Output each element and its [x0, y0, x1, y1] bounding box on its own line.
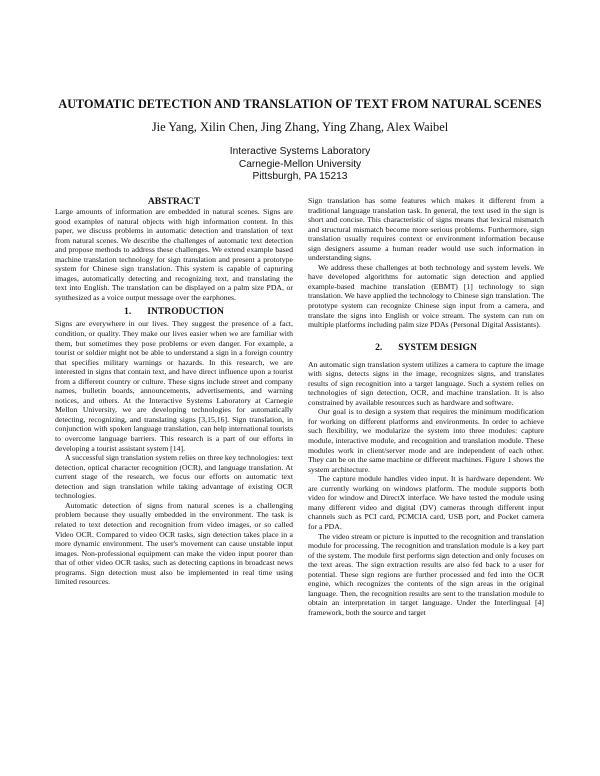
- paragraph: Sign translation has some features which makes it different from a traditional language translation task. In general, the text used in the sign is short and concise. This characteristic of signs means that lexical mismatch and structural mismatch become more serious problems. Furthermore, sign translation usually requires context or environment information because sign designers assume a human reader would use such information in understanding signs.: [308, 196, 544, 263]
- affiliation-location: Pittsburgh, PA 15213: [252, 171, 348, 182]
- right-column: [308, 196, 544, 617]
- section-title: SYSTEM DESIGN: [398, 341, 477, 353]
- paragraph: The capture module handles video input. It is hardware dependent. We are currently working on windows platform. The module supports both video for window and DirectX interface. We have tested the module using many different video and digital (DV) cameras through different input channels such as PCI card, PCMCIA card, USB port, and Pocket camera for a PDA.: [308, 474, 544, 531]
- left-column: [55, 196, 293, 587]
- paragraph: Signs are everywhere in our lives. They suggest the presence of a fact, condition, or quality. They make our lives easier when we are familiar with them, but sometimes they pose problems or even danger. For example, a tourist or soldier might not be able to understand a sign in a foreign country that specifies military warnings or hazards. In this research, we are interested in signs that contain text, and have direct influence upon a tourist from a different country or culture. These signs include street and company names, bulletin boards, announcements, advertisements, and warning notices, and others. At the Interactive Systems Laboratory at Carnegie Mellon University, we are developing technologies for automatically detecting, recognizing, and translating signs [3,15,16]. Sign translation, in conjunction with spoken language translation, can help international tourists to overcome language barriers. This research is a part of our efforts in developing a tourist assistant system [14].: [55, 319, 293, 453]
- affiliation-lab: Interactive Systems Laboratory: [229, 146, 371, 157]
- section-number: 1.: [124, 306, 132, 318]
- section-heading-system-design: [308, 342, 544, 353]
- section-title: INTRODUCTION: [147, 306, 224, 318]
- section-heading-introduction: [55, 306, 293, 317]
- author-list: Jie Yang, Xilin Chen, Jing Zhang, Ying Zhang, Alex Waibel: [151, 120, 449, 134]
- paragraph: We address these challenges at both technology and system levels. We have developed algorithms for automatic sign detection and applied example-based machine translation (EBMT) [1] technology to sign translation. We have applied the technology to Chinese sign translation. The prototype system can recognize Chinese sign input from a camera, and translate the signs into English or voice stream. The system can run on multiple platforms including palm size PDAs (Personal Digital Assistants).: [308, 262, 544, 330]
- paragraph: An automatic sign translation system utilizes a camera to capture the image with signs, detects signs in the image, recognizes signs, and translates results of sign recognition into a target language. Such a system relies on technologies of sign detection, OCR, and machine translation. It is also constrained by available resources such as hardware and software.: [308, 359, 544, 407]
- paper-title: AUTOMATIC DETECTION AND TRANSLATION OF TEXT FROM NATURAL SCENES: [58, 97, 542, 111]
- paragraph: Automatic detection of signs from natural scenes is a challenging problem because they usually embedded in the environment. The task is related to text detection and recognition from video images, or so called Video OCR. Compared to video OCR tasks, sign detection takes place in a more dynamic environment. The user's movement can cause unstable input images. Non-professional equipment can make the video input poorer than that of other video OCR tasks, such as detecting captions in broadcast news programs. Sign detection must also be implemented in real time using limited resources.: [55, 500, 293, 587]
- paragraph: Our goal is to design a system that requires the minimum modification for working on different platforms and environments. In order to achieve such flexibility, we modularize the system into three modules: capture module, interactive module, and recognition and translation module. These modules work in client/server mode and are independent of each other. They can be on the same machine or different machines. Figure 1 shows the system architecture.: [308, 407, 544, 474]
- abstract-heading: ABSTRACT: [147, 196, 201, 207]
- paragraph: The video stream or picture is inputted to the recognition and translation module for processing. The recognition and translation module is a key part of the system. The module first performs sign detection and only focuses on the text areas. The sign extraction results are also fed back to a user for potential. These sign regions are further processed and fed into the OCR engine, which recognizes the contents of the sign areas in the original language. Then, the recognition results are sent to the translation module to obtain an interpretation in target language. Under the Interlingual [4] framework, both the source and target: [308, 531, 544, 617]
- affiliation-university: Carnegie-Mellon University: [238, 158, 362, 170]
- paragraph: A successful sign translation system relies on three key technologies: text detection, optical character recognition (OCR), and language translation. At current stage of the research, we focus our efforts on automatic text detection and sign translation while taking advantage of existing OCR technologies.: [55, 453, 293, 501]
- abstract-text: Large amounts of information are embedded in natural scenes. Signs are good examples of natural objects with high information content. In this paper, we discuss problems in automatic detection and translation of text from natural scenes. We describe the challenges of automatic text detection and propose methods to address these challenges. We extend example based machine translation technology for sign translation and present a prototype system for Chinese sign translation. This system is capable of capturing images, automatically detecting and recognizing text, and translating the text into English. The translation can be displayed on a palm size PDA, or synthesized as a voice output message over the earphones.: [55, 207, 293, 302]
- section-number: 2.: [375, 341, 383, 353]
